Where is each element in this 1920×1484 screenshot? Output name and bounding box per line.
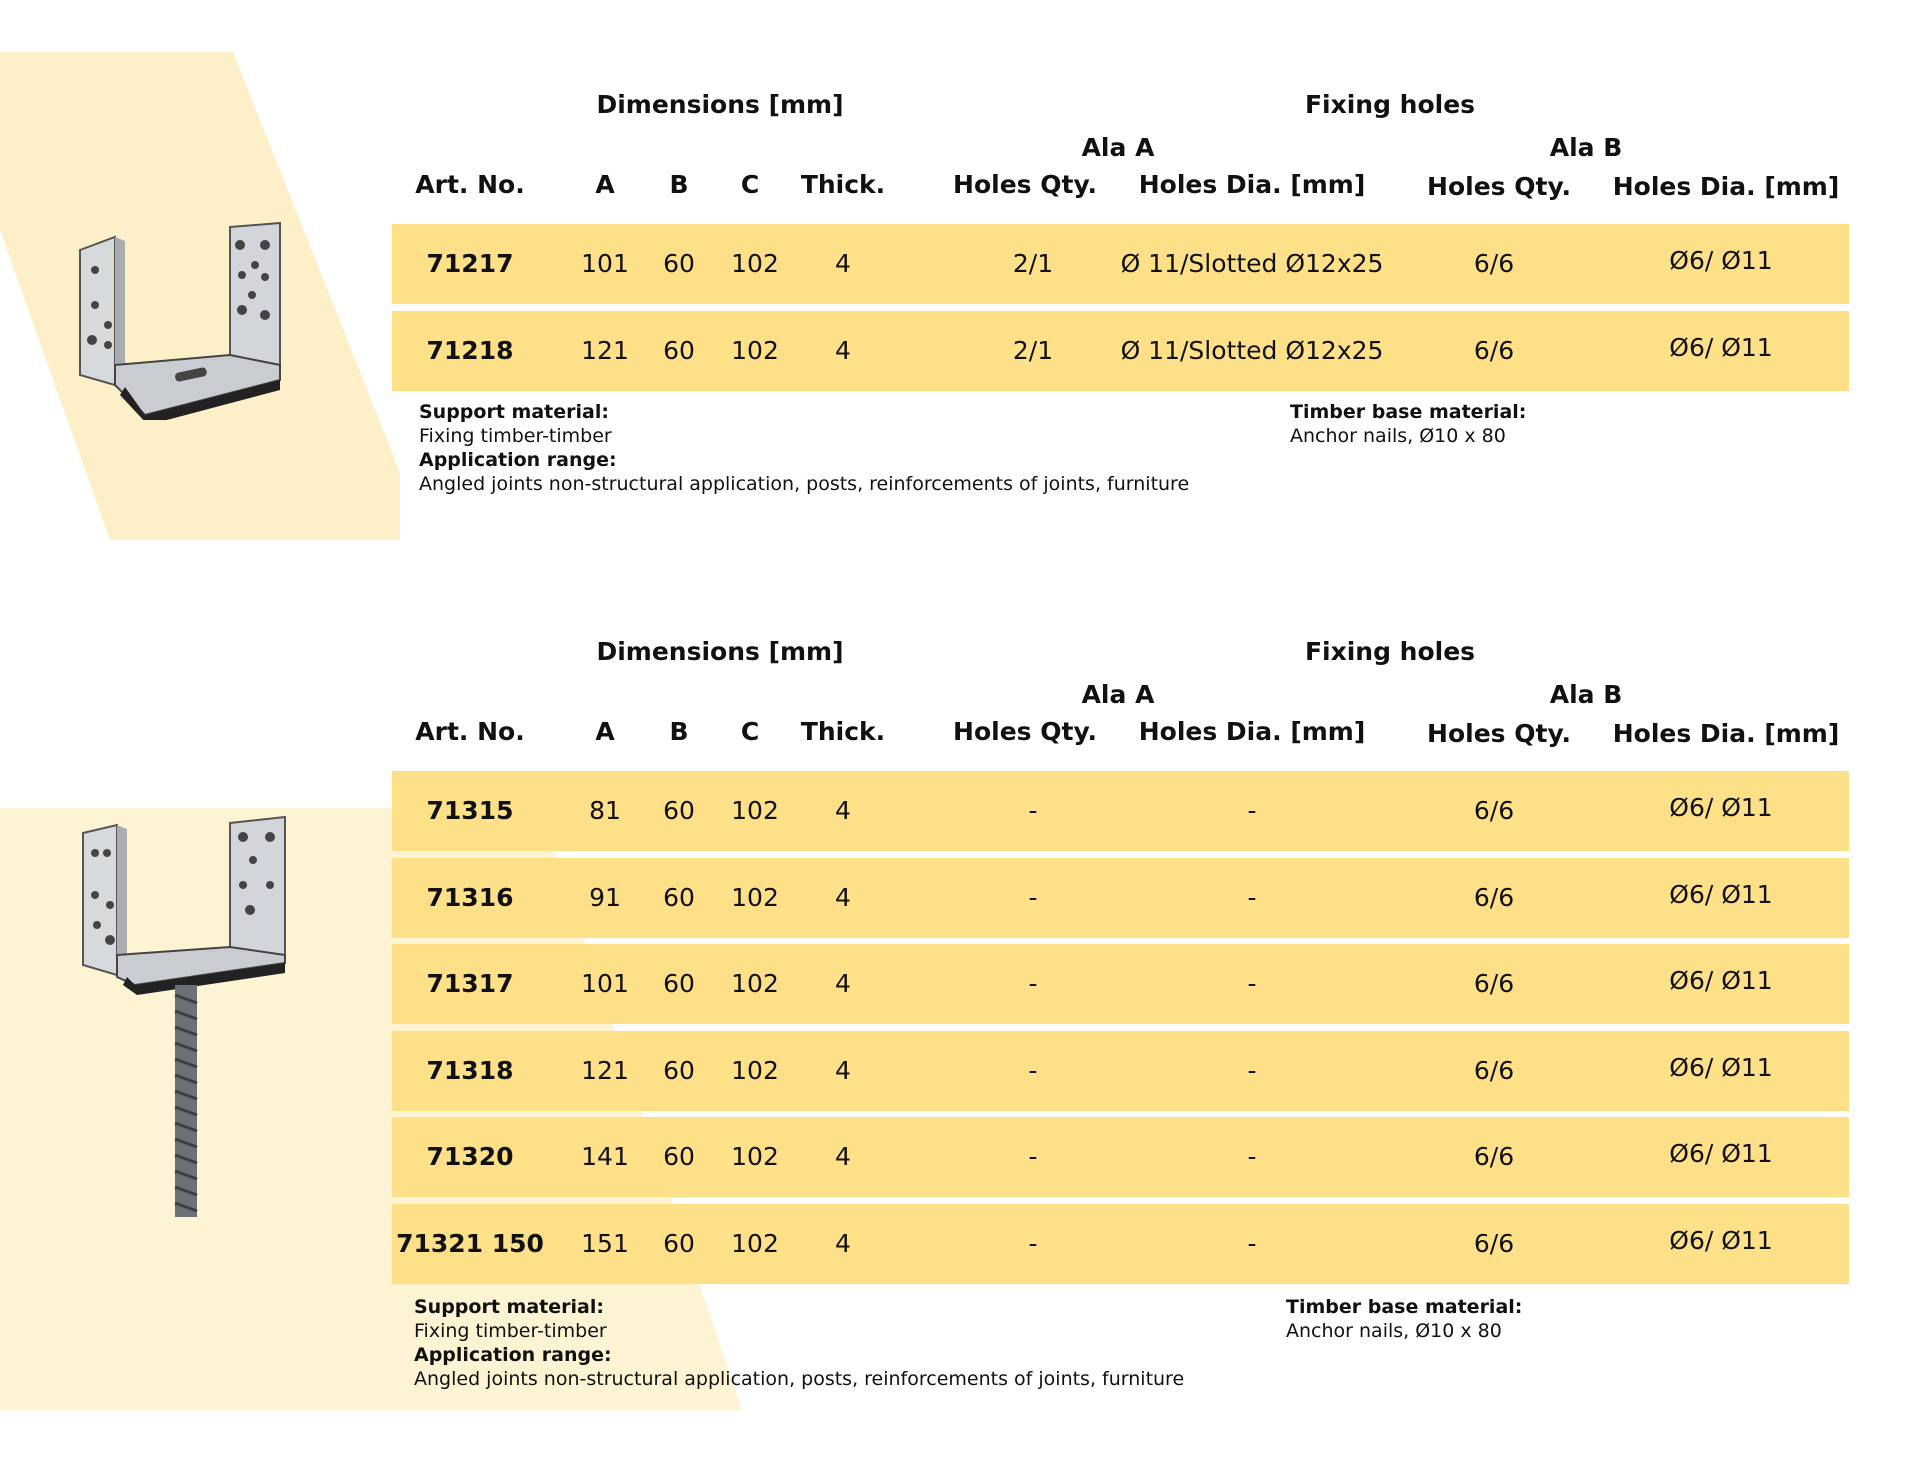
col-header-ala-a-holes-dia: Holes Dia. [mm] — [1138, 717, 1366, 746]
cell-ala-b-dia: Ø6/ Ø11 — [1669, 333, 1773, 362]
cell-c: 102 — [731, 1142, 779, 1172]
cell-a: 151 — [581, 1229, 629, 1258]
cell-ala-a-qty: - — [1028, 1055, 1038, 1085]
col-header-ala-b-holes-qty: Holes Qty. — [1427, 719, 1571, 748]
cell-b: 60 — [663, 1142, 695, 1172]
cell-ala-a-qty: - — [1028, 796, 1038, 825]
cell-art-no: 71315 — [426, 796, 514, 825]
cell-thick: 4 — [835, 1055, 851, 1085]
cell-ala-a-qty: 2/1 — [1012, 249, 1054, 278]
cell-a: 141 — [581, 1142, 629, 1172]
notes-left — [414, 1295, 1184, 1391]
col-header-ala-b-holes-dia: Holes Dia. [mm] — [1612, 172, 1840, 201]
application-range-label: Application range: — [414, 1344, 612, 1366]
cell-a: 101 — [581, 249, 629, 278]
post-anchor-image — [75, 815, 300, 1235]
cell-ala-b-dia: Ø6/ Ø11 — [1669, 246, 1773, 275]
support-material-value: Fixing timber-timber — [419, 425, 612, 447]
table-row — [392, 858, 1849, 938]
cell-ala-b-qty: 6/6 — [1473, 796, 1515, 825]
cell-b: 60 — [663, 1229, 695, 1258]
timber-base-material-value: Anchor nails, Ø10 x 80 — [1286, 1320, 1502, 1342]
cell-ala-a-dia: - — [1247, 1055, 1257, 1085]
table-row — [392, 224, 1849, 304]
cell-ala-b-dia: Ø6/ Ø11 — [1669, 793, 1773, 822]
col-header-ala-a-holes-dia: Holes Dia. [mm] — [1138, 170, 1366, 199]
cell-c: 102 — [731, 969, 779, 999]
cell-ala-b-qty: 6/6 — [1473, 249, 1515, 278]
cell-ala-a-dia: - — [1247, 796, 1257, 825]
application-range-value: Angled joints non-structural application, posts, reinforcements of joints, furniture — [419, 473, 1190, 495]
cell-ala-b-dia: Ø6/ Ø11 — [1669, 879, 1773, 909]
cell-b: 60 — [663, 882, 695, 912]
cell-thick: 4 — [835, 1229, 851, 1258]
col-header-a: A — [595, 170, 615, 199]
group-header-fixing-holes: Fixing holes — [1304, 637, 1476, 666]
cell-art-no: 71318 — [426, 1055, 514, 1085]
cell-a: 121 — [581, 1055, 629, 1085]
cell-b: 60 — [663, 249, 695, 278]
notes-right — [1286, 1295, 1522, 1343]
u-bracket-image — [70, 215, 300, 420]
cell-art-no: 71317 — [426, 969, 514, 999]
col-header-art-no: Art. No. — [415, 717, 525, 746]
cell-ala-a-dia: Ø 11/Slotted Ø12x25 — [1120, 336, 1384, 365]
support-material-label: Support material: — [414, 1296, 604, 1318]
cell-c: 102 — [731, 1229, 779, 1258]
cell-ala-a-dia: - — [1247, 1229, 1257, 1258]
cell-art-no: 71218 — [426, 336, 514, 365]
cell-c: 102 — [731, 249, 779, 278]
cell-ala-b-qty: 6/6 — [1473, 1229, 1515, 1258]
col-header-b: B — [669, 717, 689, 746]
cell-ala-b-qty: 6/6 — [1473, 1055, 1515, 1085]
subgroup-header-ala-a: Ala A — [1081, 680, 1155, 709]
cell-c: 102 — [731, 796, 779, 825]
cell-a: 91 — [589, 882, 621, 912]
cell-art-no: 71217 — [426, 249, 514, 278]
table-row — [392, 1117, 1849, 1197]
cell-art-no: 71321 150 — [396, 1229, 544, 1258]
subgroup-header-ala-b: Ala B — [1549, 680, 1623, 709]
table-row — [392, 311, 1849, 391]
group-header-dimensions: Dimensions [mm] — [596, 637, 844, 666]
col-header-ala-b-holes-dia: Holes Dia. [mm] — [1612, 719, 1840, 748]
cell-ala-b-qty: 6/6 — [1473, 336, 1515, 365]
cell-ala-a-dia: - — [1247, 969, 1257, 999]
table-row — [392, 771, 1849, 851]
table-row — [392, 944, 1849, 1024]
table-row — [392, 1204, 1849, 1284]
timber-base-material-label: Timber base material: — [1286, 1296, 1523, 1318]
timber-base-material-label: Timber base material: — [1290, 401, 1527, 423]
cell-ala-b-qty: 6/6 — [1473, 882, 1515, 912]
cell-a: 81 — [589, 796, 621, 825]
subgroup-header-ala-a: Ala A — [1081, 133, 1155, 162]
cell-ala-a-dia: - — [1247, 1142, 1257, 1172]
cell-thick: 4 — [835, 796, 851, 825]
col-header-thick: Thick. — [800, 717, 886, 746]
cell-ala-b-dia: Ø6/ Ø11 — [1669, 966, 1773, 996]
cell-ala-a-qty: - — [1028, 969, 1038, 999]
notes-right — [1290, 400, 1526, 448]
col-header-ala-a-holes-qty: Holes Qty. — [953, 170, 1097, 199]
cell-thick: 4 — [835, 336, 851, 365]
cell-art-no: 71316 — [426, 882, 514, 912]
col-header-ala-b-holes-qty: Holes Qty. — [1427, 172, 1571, 201]
cell-ala-a-qty: - — [1028, 882, 1038, 912]
cell-ala-a-qty: - — [1028, 1229, 1038, 1258]
cell-b: 60 — [663, 1055, 695, 1085]
cell-c: 102 — [731, 336, 779, 365]
cell-b: 60 — [663, 969, 695, 999]
cell-thick: 4 — [835, 1142, 851, 1172]
cell-ala-b-qty: 6/6 — [1473, 969, 1515, 999]
application-range-value: Angled joints non-structural application, posts, reinforcements of joints, furniture — [414, 1368, 1185, 1390]
cell-art-no: 71320 — [426, 1142, 514, 1172]
cell-ala-a-qty: 2/1 — [1012, 336, 1054, 365]
col-header-c: C — [740, 717, 760, 746]
table-row — [392, 1031, 1849, 1111]
cell-ala-b-dia: Ø6/ Ø11 — [1669, 1052, 1773, 1082]
group-header-fixing-holes: Fixing holes — [1304, 90, 1476, 119]
cell-ala-a-dia: - — [1247, 882, 1257, 912]
cell-c: 102 — [731, 882, 779, 912]
cell-ala-b-dia: Ø6/ Ø11 — [1669, 1226, 1773, 1255]
subgroup-header-ala-b: Ala B — [1549, 133, 1623, 162]
cell-ala-a-dia: Ø 11/Slotted Ø12x25 — [1120, 249, 1384, 278]
cell-ala-b-dia: Ø6/ Ø11 — [1669, 1139, 1773, 1169]
support-material-value: Fixing timber-timber — [414, 1320, 607, 1342]
col-header-thick: Thick. — [800, 170, 886, 199]
application-range-label: Application range: — [419, 449, 617, 471]
col-header-a: A — [595, 717, 615, 746]
cell-thick: 4 — [835, 249, 851, 278]
notes-left — [419, 400, 1189, 496]
cell-a: 101 — [581, 969, 629, 999]
cell-ala-b-qty: 6/6 — [1473, 1142, 1515, 1172]
support-material-label: Support material: — [419, 401, 609, 423]
col-header-b: B — [669, 170, 689, 199]
cell-a: 121 — [581, 336, 629, 365]
cell-b: 60 — [663, 796, 695, 825]
group-header-dimensions: Dimensions [mm] — [596, 90, 844, 119]
col-header-c: C — [740, 170, 760, 199]
cell-ala-a-qty: - — [1028, 1142, 1038, 1172]
cell-thick: 4 — [835, 882, 851, 912]
timber-base-material-value: Anchor nails, Ø10 x 80 — [1290, 425, 1506, 447]
col-header-ala-a-holes-qty: Holes Qty. — [953, 717, 1097, 746]
cell-thick: 4 — [835, 969, 851, 999]
cell-b: 60 — [663, 336, 695, 365]
col-header-art-no: Art. No. — [415, 170, 525, 199]
cell-c: 102 — [731, 1055, 779, 1085]
